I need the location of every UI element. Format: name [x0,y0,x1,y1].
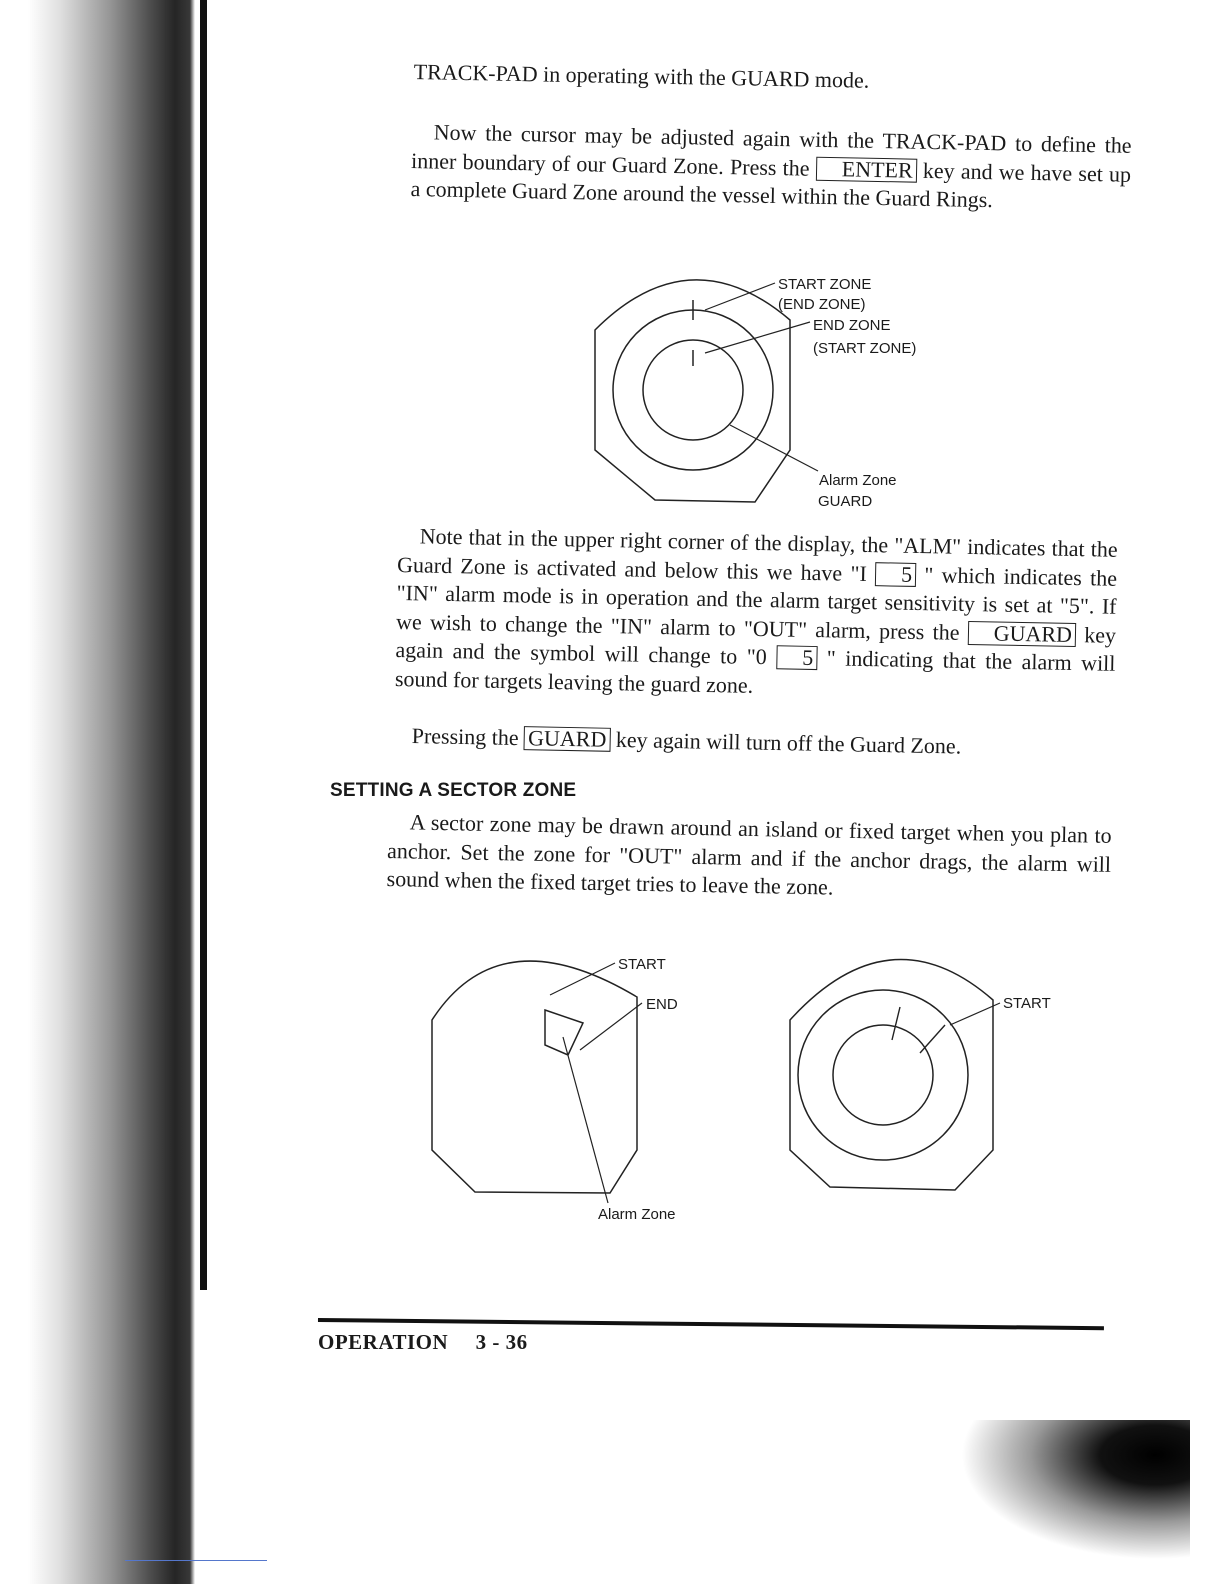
start-zone-leader [705,283,775,310]
right-sector-line-a [892,1007,900,1040]
sensitivity-key-label: 5 [875,562,916,587]
sector-alarm-leader [563,1037,608,1203]
right-inner-ring [833,1025,933,1125]
corner-scan-artifact [960,1420,1190,1560]
right-label-start: START [1003,995,1051,1012]
alarm-zone-leader [730,425,818,471]
paragraph-alarm-text-b: " which indicates the "IN" alarm mode is in operation and the alarm target sensitivity is set at "5". If we wish to change the "IN" alarm to "OUT" alarm, press the [395,561,1118,645]
binding-edge-line-thick [200,0,207,1290]
footer-section-name: OPERATION [318,1330,449,1354]
paragraph-inner-boundary [410,118,1132,217]
page-footer [318,1330,528,1355]
label-end-zone-paren: (END ZONE) [778,296,866,313]
left-label-alarm-zone: Alarm Zone [598,1206,676,1223]
section-heading: SETTING A SECTOR ZONE [330,780,577,801]
right-display-outline [790,960,993,1191]
label-guard: GUARD [818,493,873,510]
outer-guard-ring [613,310,773,470]
left-label-end: END [646,996,678,1013]
paragraph-alarm-text-c: key again and the symbol will change to "0 [395,621,1117,670]
label-end-zone: END ZONE [813,317,891,334]
footer-rule [318,1318,1104,1330]
paragraph-turn-off-text-a: Pressing the [411,722,519,751]
paragraph-inner-boundary-text-b: key and we have set up a complete Guard Zone around the vessel within the Guard Rings. [410,157,1132,213]
paragraph-inner-boundary-text-a: Now the cursor may be adjusted again with the TRACK-PAD to define the inner boundary of our Guard Zone. Press the [410,119,1132,181]
footer-page-number: 3 - 36 [475,1330,528,1354]
guard-key-label-2: GUARD [524,726,611,752]
left-label-start: START [618,956,666,973]
paragraph-sector-zone-text: A sector zone may be drawn around an island or fixed target when you plan to anchor. Set the zone for "OUT" alarm and if the anchor drags, the alarm will sound when the fixed target tries to leave the zone. [386,809,1112,900]
right-sector-line-b [920,1025,945,1053]
right-outer-ring [798,990,968,1160]
paragraph-sector-zone [386,808,1112,907]
end-zone-leader [705,322,810,353]
sector-start-leader [550,963,615,995]
guard-key-label: GUARD [968,620,1077,646]
label-start-zone: START ZONE [778,276,872,293]
paragraph-intro [413,58,1133,100]
paragraph-turn-off-text-b: key again will turn off the Guard Zone. [615,726,962,759]
sector-end-leader [580,1003,642,1050]
scan-mark-line [125,1560,267,1561]
enter-key-label: ENTER [816,156,917,182]
label-alarm-zone: Alarm Zone [819,472,897,489]
guard-zone-diagram [580,265,940,515]
paragraph-alarm-text-a: Note that in the upper right corner of the display, the "ALM" indicates that the Guard Zone is activated and below this we have "I [396,523,1118,586]
paragraph-alarm-indicator [395,522,1118,707]
left-display-outline [432,961,637,1193]
sensitivity-key-label-2: 5 [776,645,817,670]
sector-zone-diagram [420,945,1051,1230]
paragraph-turn-off [411,722,1111,764]
paragraph-intro-text: TRACK-PAD in operating with the GUARD mode. [413,58,870,93]
label-start-zone-paren: (START ZONE) [813,340,917,357]
binding-edge-line [165,0,167,1300]
sector-zone-box [545,1010,583,1055]
paragraph-alarm-text-d: " indicating that the alarm will sound for targets leaving the guard zone. [394,645,1116,698]
